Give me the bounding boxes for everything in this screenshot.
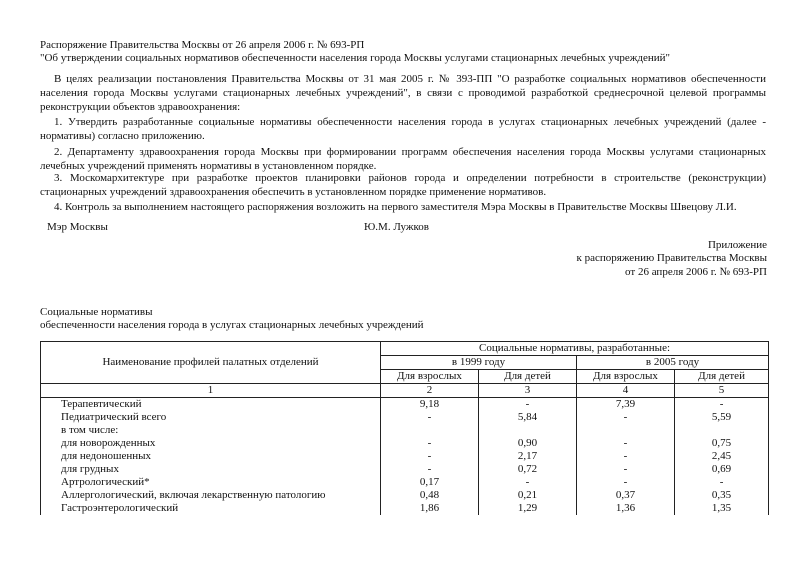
document-title: Распоряжение Правительства Москвы от 26 апреля 2006 г. № 693-РП	[40, 39, 365, 51]
profile-name: Аллергологический, включая лекарственную патологию	[41, 489, 381, 502]
table-cell	[675, 424, 769, 437]
table-cell: 1,35	[675, 502, 769, 515]
table-cell: -	[381, 437, 479, 450]
column-number: 1	[41, 384, 381, 398]
column-number: 2	[381, 384, 479, 398]
column-group-header: Социальные нормативы, разработанные:	[381, 342, 769, 356]
intro-paragraph: В целях реализации постановления Правительства Москвы от 31 мая 2005 г. № 393-ПП "О разработке социальных нормативов обеспеченности населения города Москвы услугами стационарных лечебных учреждений", в связи с проводимой разработкой среднесрочной целевой программы реконструкции объектов здравоохранения:	[40, 73, 766, 113]
table-cell: 0,48	[381, 489, 479, 502]
table-cell: -	[577, 411, 675, 424]
table-cell: -	[381, 463, 479, 476]
table-cell: 0,90	[479, 437, 577, 450]
table-row	[41, 463, 769, 476]
table-cell: 1,29	[479, 502, 577, 515]
table-cell: -	[675, 476, 769, 489]
appendix-label: Приложение	[707, 239, 767, 251]
profile-name: Гастроэнтерологический	[41, 502, 381, 515]
signature-position: Мэр Москвы	[47, 221, 108, 233]
table-row	[41, 489, 769, 502]
table-cell: -	[675, 398, 769, 412]
table-cell: 0,17	[381, 476, 479, 489]
table-row	[41, 437, 769, 450]
column-header-year-1999: в 1999 году	[381, 356, 577, 370]
table-cell: -	[479, 476, 577, 489]
table-row	[41, 424, 769, 437]
document-subtitle: "Об утверждении социальных нормативов обеспеченности населения города Москвы услугами стационарных лечебных учреждений"	[40, 52, 671, 64]
column-header-adults-1999: Для взрослых	[381, 370, 479, 384]
table-row	[41, 502, 769, 515]
table-cell: 7,39	[577, 398, 675, 412]
table-cell: 0,75	[675, 437, 769, 450]
table-cell	[479, 424, 577, 437]
column-header-children-1999: Для детей	[479, 370, 577, 384]
table-cell: 0,37	[577, 489, 675, 502]
table-cell: -	[577, 437, 675, 450]
table-cell: 0,72	[479, 463, 577, 476]
table-cell: 5,84	[479, 411, 577, 424]
profile-name: Педиатрический всего	[41, 411, 381, 424]
table-cell: 1,86	[381, 502, 479, 515]
appendix-reference: к распоряжению Правительства Москвы	[576, 252, 767, 264]
table-cell: -	[479, 398, 577, 412]
table-cell: 0,21	[479, 489, 577, 502]
table-row	[41, 476, 769, 489]
norms-table	[40, 341, 769, 515]
table-row	[41, 411, 769, 424]
item-4-paragraph: 4. Контроль за выполнением настоящего распоряжения возложить на первого заместителя Мэра Москвы в Правительстве Москвы Швецову Л.И.	[54, 201, 737, 213]
profile-name: в том числе:	[41, 424, 381, 437]
table-cell: 5,59	[675, 411, 769, 424]
column-header-year-2005: в 2005 году	[577, 356, 769, 370]
table-cell: 2,17	[479, 450, 577, 463]
column-header-adults-2005: Для взрослых	[577, 370, 675, 384]
profile-name: Артрологический*	[41, 476, 381, 489]
profile-name: для новорожденных	[41, 437, 381, 450]
table-cell: 2,45	[675, 450, 769, 463]
table-cell: 0,35	[675, 489, 769, 502]
item-3-paragraph: 3. Москомархитектуре при разработке проектов планировки районов города и определении потребности в строительстве (реконструкции) стационарных учреждений здравоохранения обеспечить в установленном порядке применение нормативов.	[40, 172, 766, 198]
column-header-children-2005: Для детей	[675, 370, 769, 384]
appendix-date: от 26 апреля 2006 г. № 693-РП	[625, 266, 767, 278]
table-cell: 1,36	[577, 502, 675, 515]
signature-name: Ю.М. Лужков	[364, 221, 429, 233]
table-cell: -	[381, 411, 479, 424]
table-cell: -	[577, 476, 675, 489]
profile-name: для грудных	[41, 463, 381, 476]
column-number: 5	[675, 384, 769, 398]
table-cell	[577, 424, 675, 437]
column-number-row	[41, 384, 769, 398]
profile-name: для недоношенных	[41, 450, 381, 463]
column-number: 3	[479, 384, 577, 398]
table-row	[41, 450, 769, 463]
table-subtitle: обеспеченности населения города в услугах стационарных лечебных учреждений	[40, 319, 424, 331]
table-cell: 9,18	[381, 398, 479, 412]
item-1-paragraph: 1. Утвердить разработанные социальные нормативы обеспеченности населения города в услугах стационарных лечебных учреждений (далее - нормативы) согласно приложению.	[40, 116, 766, 142]
profile-name: Терапевтический	[41, 398, 381, 412]
column-header-profile: Наименование профилей палатных отделений	[41, 342, 381, 384]
table-cell: -	[381, 450, 479, 463]
table-cell	[381, 424, 479, 437]
table-cell: 0,69	[675, 463, 769, 476]
table-cell: -	[577, 450, 675, 463]
table-title: Социальные нормативы	[40, 306, 153, 318]
table-row	[41, 398, 769, 412]
table-cell: -	[577, 463, 675, 476]
item-2-paragraph: 2. Департаменту здравоохранения города Москвы при формировании программ обеспечения населения города Москвы услугами стационарных лечебных учреждений применять нормативы в установленном порядке.	[40, 146, 766, 172]
column-number: 4	[577, 384, 675, 398]
